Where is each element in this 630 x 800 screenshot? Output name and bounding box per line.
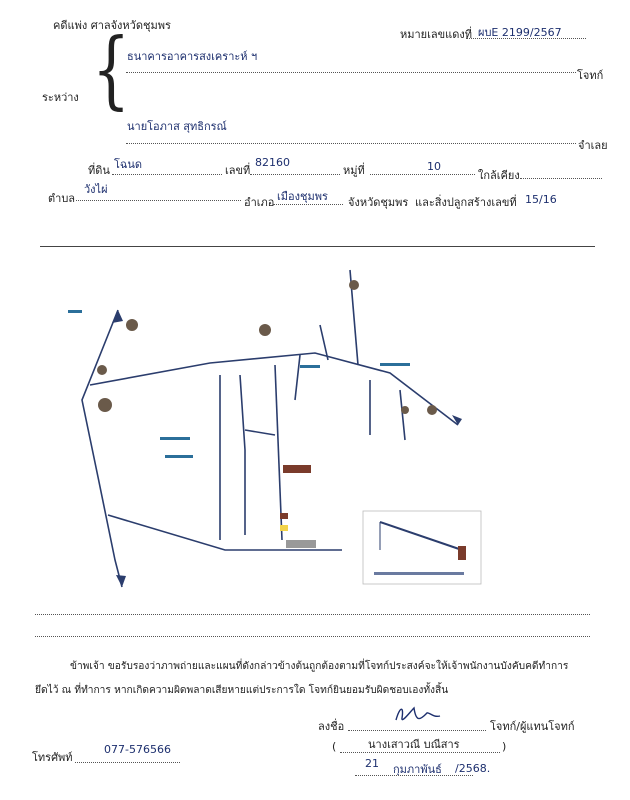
tambon-label: ตำบล (48, 192, 76, 205)
legend-marker-1 (280, 513, 288, 519)
land-type-label: ที่ดิน (88, 164, 110, 177)
case-number-dots (466, 38, 586, 39)
blank-line-2 (35, 636, 590, 637)
certify-line-1: ข้าพเจ้า ขอรับรองว่าภาพถ่ายและแผนที่ดังกล่าวข้างต้นถูกต้องตามที่โจทก์ประสงค์จะให้เจ้าพนักงานบังคับคดีทำการ (70, 661, 569, 672)
plaintiff-role: โจทก์ (577, 69, 604, 82)
parties-brace: { (92, 21, 131, 119)
paren-close: ) (502, 740, 507, 753)
amphoe-label: อำเภอ (244, 196, 275, 209)
paren-open: ( (332, 740, 337, 753)
date-day: 21 (365, 757, 379, 770)
map-label-marker-1 (68, 310, 82, 313)
south-spur-road-2 (400, 390, 405, 440)
phone-label: โทรศัพท์ (32, 751, 73, 764)
legend-marker-2 (280, 525, 288, 531)
landmark-icon-8 (286, 540, 316, 548)
landmark-icon-1 (126, 319, 138, 331)
phone-value: 077-576566 (104, 743, 171, 756)
building-value: 15/16 (525, 193, 557, 206)
defendant-name: นายโอภาส สุทธิกรณ์ (127, 120, 227, 133)
phone-dots (75, 762, 180, 763)
map-arrow-north (112, 310, 123, 323)
province-label: จังหวัดชุมพร (348, 196, 409, 209)
land-number-dots (250, 174, 340, 175)
plaintiff-name: ธนาคารอาคารสงเคราะห์ ฯ (127, 50, 258, 63)
landmark-icon-6 (427, 405, 437, 415)
plaintiff-dots (126, 72, 576, 73)
map-label-marker-2 (160, 437, 190, 440)
building-label: และสิ่งปลูกสร้างเลขที่ (415, 196, 517, 209)
target-property-marker (283, 465, 311, 473)
moo-label: หมู่ที่ (343, 164, 365, 177)
tambon-dots (76, 200, 241, 201)
landmark-icon-3 (98, 398, 112, 412)
inset-road (380, 522, 462, 550)
signer-name: นางเสาวณี บณีสาร (368, 738, 460, 751)
case-number-value: ผบE 2199/2567 (478, 26, 562, 39)
tambon-value: วังไผ่ (84, 183, 108, 196)
landmark-icon-5 (349, 280, 359, 290)
landmark-icon-2 (97, 365, 107, 375)
between-label: ระหว่าง (42, 91, 79, 104)
court-title: คดีแพ่ง ศาลจังหวัดชุมพร (53, 19, 171, 32)
certify-line-2: ยึดไว้ ณ ที่ทำการ หากเกิดความผิดพลาดเสียหายแต่ประการใด โจทก์ยินยอมรับผิดชอบเองทั้งสิ้น (35, 685, 449, 696)
date-month: กุมภาพันธ์ (393, 763, 442, 776)
blank-line-1 (35, 614, 590, 615)
inset-property-marker (458, 546, 466, 560)
map-label-marker-5 (380, 363, 410, 366)
moo-value: 10 (427, 160, 441, 173)
inset-map (362, 510, 482, 585)
date-dots (355, 775, 473, 776)
land-type-value: โฉนด (114, 158, 143, 171)
landmark-icon-7 (401, 406, 409, 414)
sign-label: ลงชื่อ (318, 720, 345, 733)
amphoe-dots (273, 204, 343, 205)
signer-role: โจทก์/ผู้แทนโจทก์ (490, 720, 575, 733)
landmark-icon-4 (259, 324, 271, 336)
cross-road (245, 430, 275, 435)
amphoe-value: เมืองชุมพร (277, 190, 328, 203)
near-dots (520, 178, 602, 179)
land-type-dots (112, 174, 222, 175)
signer-name-dots (340, 752, 500, 753)
land-number-value: 82160 (255, 156, 290, 169)
map-label-marker-3 (165, 455, 193, 458)
main-highway-road (82, 310, 122, 587)
handwritten-signature (388, 702, 448, 726)
inset-caption-marker (374, 572, 464, 575)
moo-dots (370, 174, 475, 175)
soi-road-2 (240, 375, 245, 535)
date-year: /2568. (455, 762, 491, 775)
near-label: ใกล้เคียง (478, 169, 520, 182)
case-number-label: หมายเลขแดงที่ (400, 28, 472, 41)
land-number-label: เลขที่ (225, 164, 251, 177)
sign-dots (348, 730, 486, 731)
separator-line (40, 246, 595, 247)
defendant-role: จำเลย (578, 139, 608, 152)
soi-road-4 (295, 355, 300, 400)
defendant-dots (126, 143, 576, 144)
map-label-marker-4 (300, 365, 320, 368)
